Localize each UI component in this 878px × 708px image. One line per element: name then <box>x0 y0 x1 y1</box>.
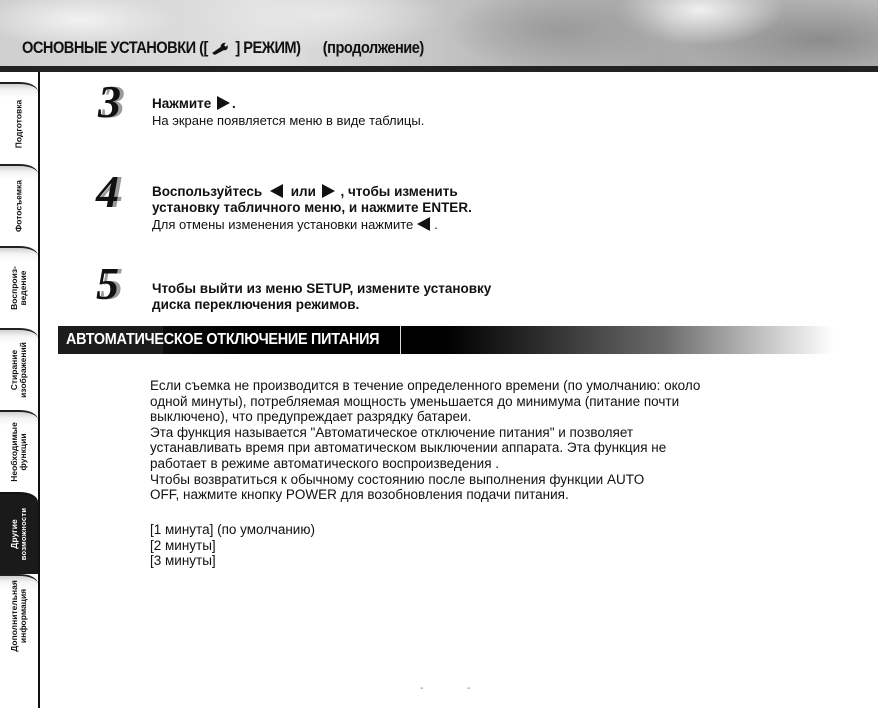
page-number-right: - <box>467 683 471 694</box>
body-line: одной минуты), потребляемая мощность уменьшается до минимума (питание почти <box>150 393 680 409</box>
left-triangle-icon <box>417 217 430 231</box>
tab-label: Другие <box>9 519 19 549</box>
left-triangle-icon <box>270 184 283 198</box>
tab-label: Необходимые <box>9 422 19 482</box>
step-3-title-period: . <box>232 96 236 111</box>
right-triangle-icon <box>322 184 335 198</box>
option-2-minutes: [2 минуты] <box>150 537 216 553</box>
step-4-desc <box>152 217 438 233</box>
sidebar-tab-shooting[interactable] <box>0 164 38 246</box>
header-divider <box>0 66 878 72</box>
option-3-minutes: [3 минуты] <box>150 553 216 569</box>
option-1-minute: [1 минута] (по умолчанию) <box>150 522 315 537</box>
step-5-title-line2: диска переключения режимов. <box>152 297 360 312</box>
sidebar-tab-additional-info[interactable] <box>0 574 38 656</box>
section-header-bar <box>58 326 834 354</box>
step-3-title-text: Нажмите <box>152 96 212 111</box>
body-line: Чтобы возвратиться к обычному состоянию после выполнения функции AUTO <box>150 471 645 487</box>
sidebar-tab-preparation[interactable] <box>0 82 38 164</box>
step-number-4: 4 <box>96 166 119 217</box>
title-part2: ] РЕЖИМ) <box>235 38 301 57</box>
step-number-3: 3 <box>98 76 121 127</box>
tab-label-line2: ведение <box>18 270 28 306</box>
sidebar-tab-erasing[interactable] <box>0 328 38 410</box>
section-title: АВТОМАТИЧЕСКОЕ ОТКЛЮЧЕНИЕ ПИТАНИЯ <box>66 331 380 348</box>
title-continuation: (продолжение) <box>322 38 424 57</box>
tab-label: Подготовка <box>13 99 24 149</box>
right-triangle-icon <box>217 96 230 110</box>
title-part1: ОСНОВНЫЕ УСТАНОВКИ ([ <box>22 38 208 57</box>
sidebar-tab-essential-functions[interactable] <box>0 410 38 492</box>
section-body <box>150 378 850 503</box>
page-title <box>22 38 424 58</box>
tab-label-line2: изображений <box>18 342 28 398</box>
tab-label-line2: возможности <box>19 507 28 561</box>
sidebar-tab-other-features[interactable] <box>0 492 38 574</box>
auto-off-options <box>150 522 315 569</box>
step-4-title-line2: установку табличного меню, и нажмите ENTER. <box>152 200 472 215</box>
sidebar-divider <box>38 72 40 708</box>
step-3-desc: На экране появляется меню в виде таблицы. <box>152 113 425 128</box>
step-4-desc-text: Для отмены изменения установки нажмите <box>152 217 414 232</box>
step-4-desc-period: . <box>434 217 438 232</box>
step-4-title-line1 <box>152 184 458 200</box>
tab-label: Стирание <box>9 349 19 391</box>
tab-label: Фотосъемка <box>13 179 24 233</box>
wrench-icon <box>210 41 232 55</box>
tab-label: Дополнительная <box>9 580 19 652</box>
step-4-text-a: Воспользуйтесь <box>152 184 263 199</box>
step-5-title-line1: Чтобы выйти из меню SETUP, измените установку <box>152 281 492 296</box>
step-4-text-b: или <box>290 184 316 199</box>
body-line: Если съемка не производится в течение определенного времени (по умолчанию: около <box>150 378 701 393</box>
body-line: работает в режиме автоматического воспроизведения . <box>150 455 500 471</box>
body-line: устанавливать время при автоматическом выключении аппарата. Эта функция не <box>150 440 667 456</box>
body-line: выключено), что предупреждает разрядку батареи. <box>150 409 472 425</box>
body-line: OFF, нажмите кнопку POWER для возобновления подачи питания. <box>150 487 569 503</box>
body-line: Эта функция называется "Автоматическое отключение питания" и позволяет <box>150 424 634 440</box>
step-3-title <box>152 96 236 112</box>
page-header <box>0 0 878 68</box>
tab-label-line2: информация <box>18 588 28 644</box>
sidebar-tab-playback[interactable] <box>0 246 38 328</box>
step-4-text-c: , чтобы изменить <box>340 184 458 199</box>
page-number-left: - <box>420 683 424 694</box>
step-number-5: 5 <box>96 258 119 309</box>
tab-label-line2: функции <box>18 433 28 471</box>
section-bar-split-line <box>400 326 401 354</box>
tab-label: Воспроиз- <box>9 266 19 310</box>
